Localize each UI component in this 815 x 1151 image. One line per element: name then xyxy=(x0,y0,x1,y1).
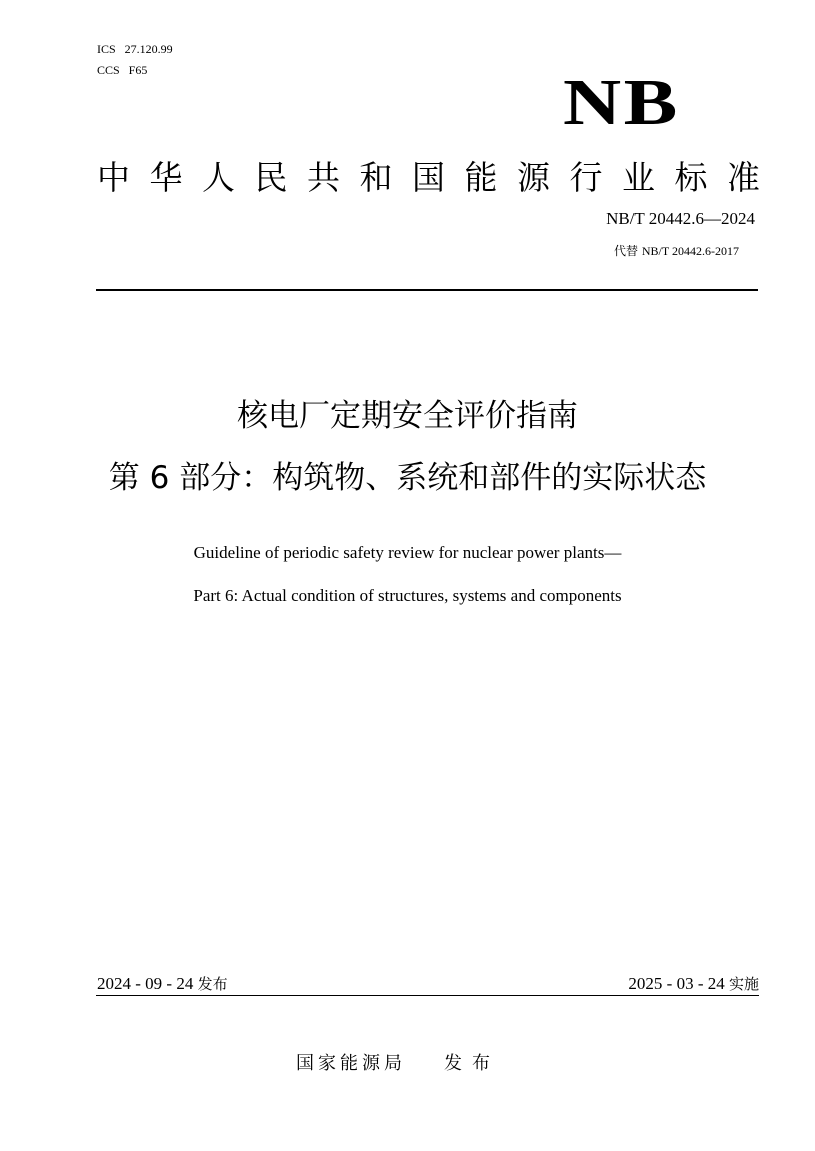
title-char: 能 xyxy=(464,158,498,197)
date-divider xyxy=(96,995,759,996)
title-char: 民 xyxy=(254,158,288,197)
title-char: 中 xyxy=(97,158,130,197)
title-char: 共 xyxy=(307,158,340,197)
title-char: 准 xyxy=(727,158,760,197)
title-cn-main: 核电厂定期安全评价指南 xyxy=(237,398,578,434)
title-cn-part: 第 6 部分：构筑物、系统和部件的实际状态 xyxy=(108,460,707,496)
title-char: 源 xyxy=(517,158,550,197)
title-char: 和 xyxy=(359,158,393,197)
title-en-main: Guideline of periodic safety review for nuclear power plants— xyxy=(193,543,622,562)
replaces-label: 代替 xyxy=(614,244,639,258)
issue-label: 发布 xyxy=(197,975,228,993)
replaces-line xyxy=(614,242,739,259)
ics-code: ICS 27.120.99 xyxy=(97,42,173,56)
date-row xyxy=(97,974,759,994)
title-char: 国 xyxy=(412,158,445,197)
title-en-part: Part 6: Actual condition of structures, systems and components xyxy=(193,586,622,605)
title-char: 行 xyxy=(569,158,603,197)
standard-number: NB/T 20442.6—2024 xyxy=(606,209,755,228)
nb-logo: NB xyxy=(563,66,680,139)
title-char: 业 xyxy=(622,158,655,197)
publish-action: 发布 xyxy=(444,1053,500,1074)
implement-date: 2025 - 03 - 24 xyxy=(628,974,729,993)
replaces-number: NB/T 20442.6-2017 xyxy=(641,244,739,258)
title-char: 华 xyxy=(149,158,183,197)
issue-date-group xyxy=(97,974,228,994)
header-divider xyxy=(96,289,758,291)
publisher-line xyxy=(296,1049,500,1075)
implement-date-group xyxy=(628,974,759,994)
ccs-code: CCS F65 xyxy=(97,63,148,77)
implement-label: 实施 xyxy=(728,975,759,993)
publisher-name: 国家能源局 xyxy=(296,1053,406,1074)
title-char: 人 xyxy=(202,158,235,197)
title-char: 标 xyxy=(674,158,708,197)
issue-date: 2024 - 09 - 24 xyxy=(97,974,198,993)
standard-category-title xyxy=(97,158,760,198)
